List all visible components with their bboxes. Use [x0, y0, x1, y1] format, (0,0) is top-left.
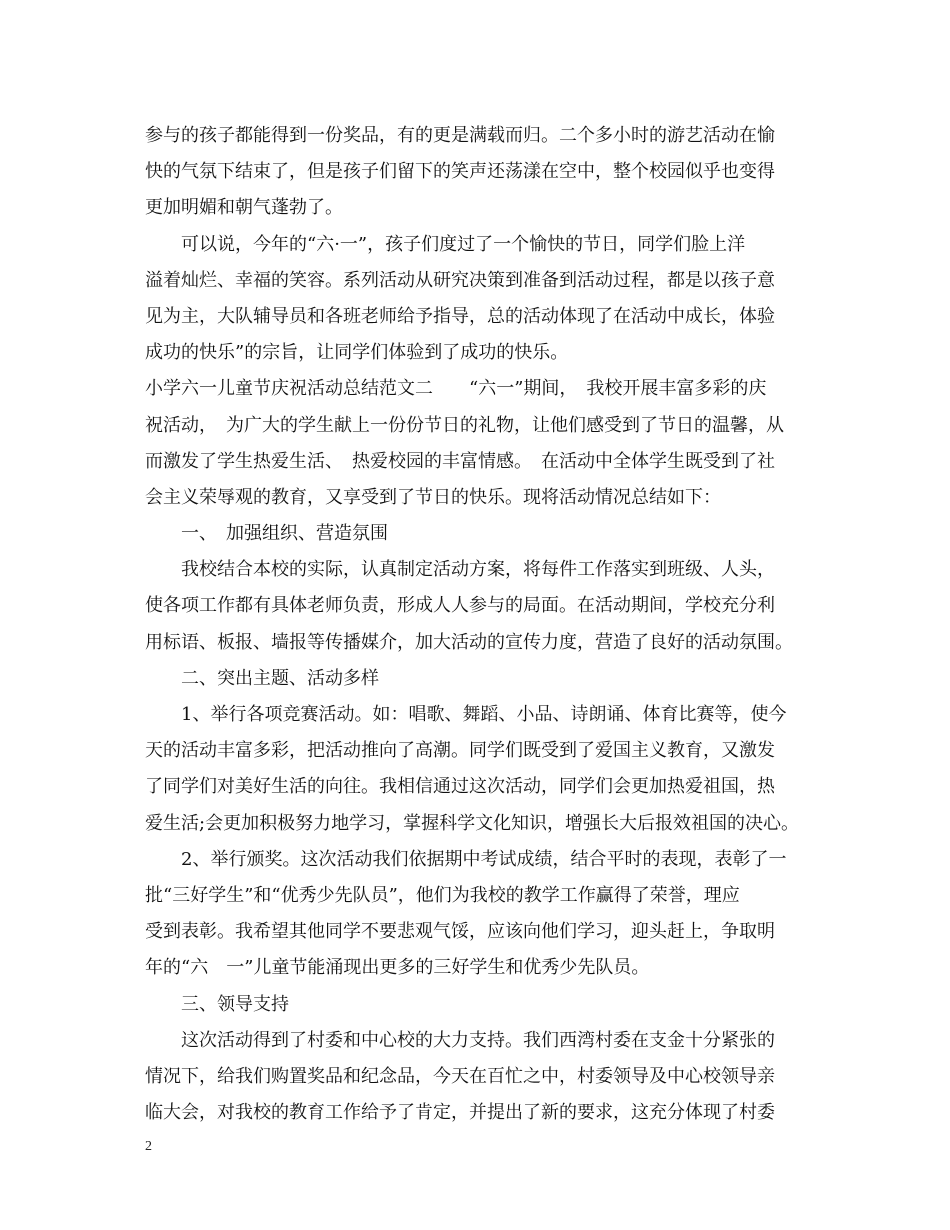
- text-line: 年的“六 一”儿童节能涌现出更多的三好学生和优秀少先队员。: [145, 957, 650, 979]
- subheading-line: 一、 加强组织、营造氛围: [145, 523, 388, 545]
- text-line: 了同学们对美好生活的向往。我相信通过这次活动，同学们会更加热爱祖国，热: [145, 776, 775, 798]
- subheading-line: 二、突出主题、活动多样: [145, 667, 379, 689]
- text-line: 而激发了学生热爱生活、 热爱校园的丰富情感。 在活动中全体学生既受到了社: [145, 450, 775, 472]
- text-line: 1、举行各项竞赛活动。如：唱歌、舞蹈、小品、诗朗诵、体育比赛等，使今: [145, 704, 787, 725]
- text-line: 快的气氛下结束了，但是孩子们留下的笑声还荡漾在空中，整个校园似乎也变得: [145, 161, 775, 183]
- text-line: 我校结合本校的实际，认真制定活动方案，将每件工作落实到班级、人头，: [145, 559, 775, 581]
- text-line: 可以说，今年的“六·一”，孩子们度过了一个愉快的节日，同学们脸上洋: [145, 233, 746, 255]
- text-line: 爱生活;会更加积极努力地学习，掌握科学文化知识，增强长大后报效祖国的决心。: [145, 812, 800, 834]
- subheading-line: 三、领导支持: [145, 993, 289, 1015]
- text-line: 见为主，大队辅导员和各班老师给予指导，总的活动体现了在活动中成长，体验: [145, 305, 775, 327]
- text-line: 成功的快乐”的宗旨，让同学们体验到了成功的快乐。: [145, 342, 569, 364]
- text-line: 天的活动丰富多彩，把活动推向了高潮。同学们既受到了爱国主义教育，又激发: [145, 740, 775, 762]
- text-line: 使各项工作都有具体老师负责，形成人人参与的局面。在活动期间，学校充分利: [145, 595, 775, 617]
- text-line: 2、举行颁奖。这次活动我们依据期中考试成绩，结合平时的表现，表彰了一: [145, 848, 787, 870]
- text-line: 参与的孩子都能得到一份奖品，有的更是满载而归。二个多小时的游艺活动在愉: [145, 125, 775, 146]
- text-line: 溢着灿烂、幸福的笑容。系列活动从研究决策到准备到活动过程，都是以孩子意: [145, 269, 775, 291]
- document-body: [145, 118, 815, 1131]
- text-line: 会主义荣辱观的教育，又享受到了节日的快乐。现将活动情况总结如下：: [145, 486, 721, 508]
- page-number: 2: [145, 1139, 152, 1154]
- section-title-line: 小学六一儿童节庆祝活动总结范文二 “六一”期间， 我校开展丰富多彩的庆: [145, 378, 767, 400]
- text-line: 受到表彰。我希望其他同学不要悲观气馁，应该向他们学习，迎头赶上，争取明: [145, 921, 775, 943]
- text-line: 批“三好学生”和“优秀少先队员”，他们为我校的教学工作赢得了荣誉，理应: [145, 884, 740, 906]
- text-line: 更加明媚和朝气蓬勃了。: [145, 197, 343, 219]
- text-line: 祝活动， 为广大的学生献上一份份节日的礼物，让他们感受到了节日的温馨，从: [145, 414, 784, 436]
- text-line: 用标语、板报、墙报等传播媒介，加大活动的宣传力度，营造了良好的活动氛围。: [145, 631, 793, 653]
- text-line: 临大会，对我校的教育工作给予了肯定，并提出了新的要求，这充分体现了村委: [145, 1102, 775, 1124]
- text-line: 情况下，给我们购置奖品和纪念品，今天在百忙之中，村委领导及中心校领导亲: [145, 1065, 775, 1087]
- text-line: 这次活动得到了村委和中心校的大力支持。我们西湾村委在支金十分紧张的: [145, 1029, 775, 1051]
